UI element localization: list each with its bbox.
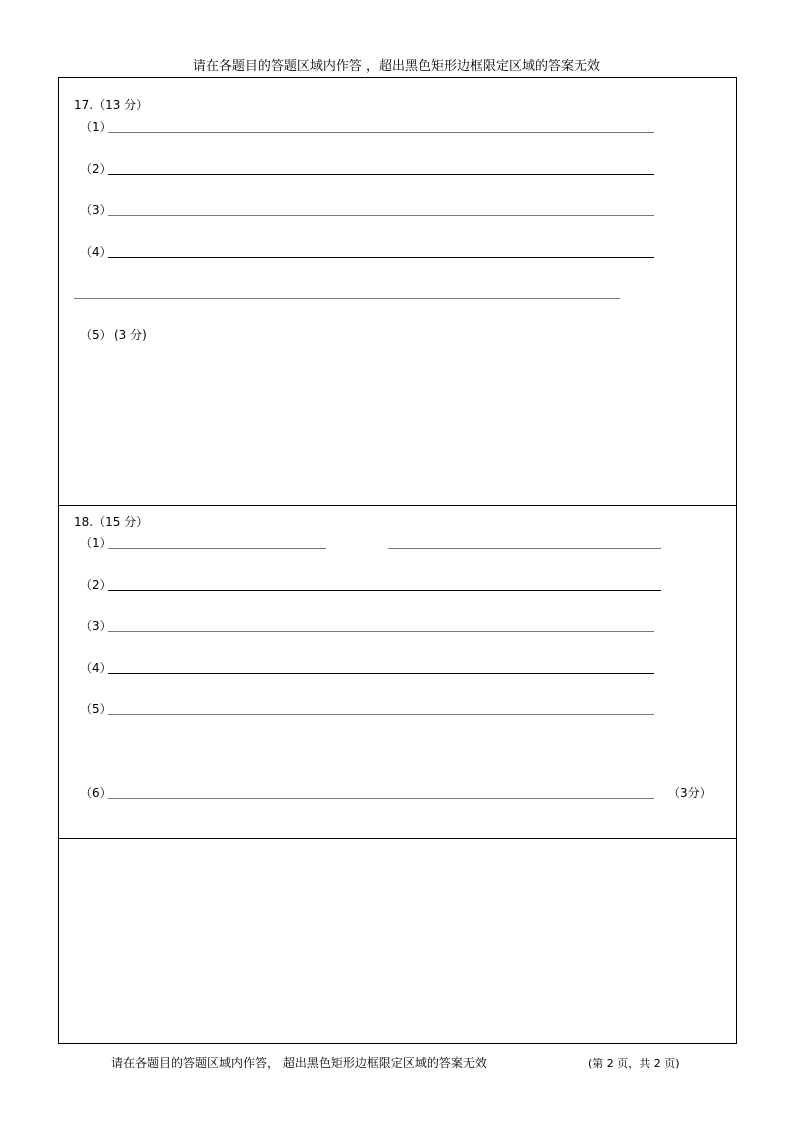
section-divider-18-blank [58,838,737,839]
q18-part-1-label: （1） [80,536,112,550]
page-number: (第 2 页，共 2 页) [588,1057,680,1070]
q17-part-4-continuation-line[interactable] [74,298,620,299]
q17-part-2-answer-line[interactable] [108,174,654,175]
answer-frame [58,77,737,1044]
q18-part-5-label: （5） [80,702,112,716]
q17-part-4-answer-line[interactable] [108,257,654,258]
q18-part-1-answer-line-b[interactable] [388,548,661,549]
q18-part-3-answer-line[interactable] [108,631,654,632]
q18-part-3-label: （3） [80,619,112,633]
q18-part-2-answer-line[interactable] [108,590,661,591]
q18-part-6-score: （3分） [668,786,712,800]
q18-part-4-answer-line[interactable] [108,673,654,674]
q17-part-2-label: （2） [80,162,112,176]
section-divider-17-18 [58,505,737,506]
question-17-title: 17.（13 分） [74,98,149,112]
q17-part-4-label: （4） [80,245,112,259]
q18-part-6-label: （6） [80,786,112,800]
q17-part-1-label: （1） [80,120,112,134]
header-notice: 请在各题目的答题区域内作答 ，超出黑色矩形边框限定区域的答案无效 [192,59,601,74]
q17-part-1-answer-line[interactable] [108,132,654,133]
q17-part-3-answer-line[interactable] [108,215,654,216]
q17-part-3-label: （3） [80,203,112,217]
q18-part-4-label: （4） [80,661,112,675]
q18-part-5-answer-line[interactable] [108,714,654,715]
q18-part-1-answer-line-a[interactable] [108,548,326,549]
q18-part-2-label: （2） [80,578,112,592]
footer-notice: 请在各题目的答题区域内作答， 超出黑色矩形边框限定区域的答案无效 [111,1056,487,1070]
q17-part-5-score: (3 分) [114,328,147,342]
q17-part-5-label: （5） [80,328,112,342]
q18-part-6-answer-line[interactable] [108,798,654,799]
question-18-title: 18.（15 分） [74,515,149,529]
